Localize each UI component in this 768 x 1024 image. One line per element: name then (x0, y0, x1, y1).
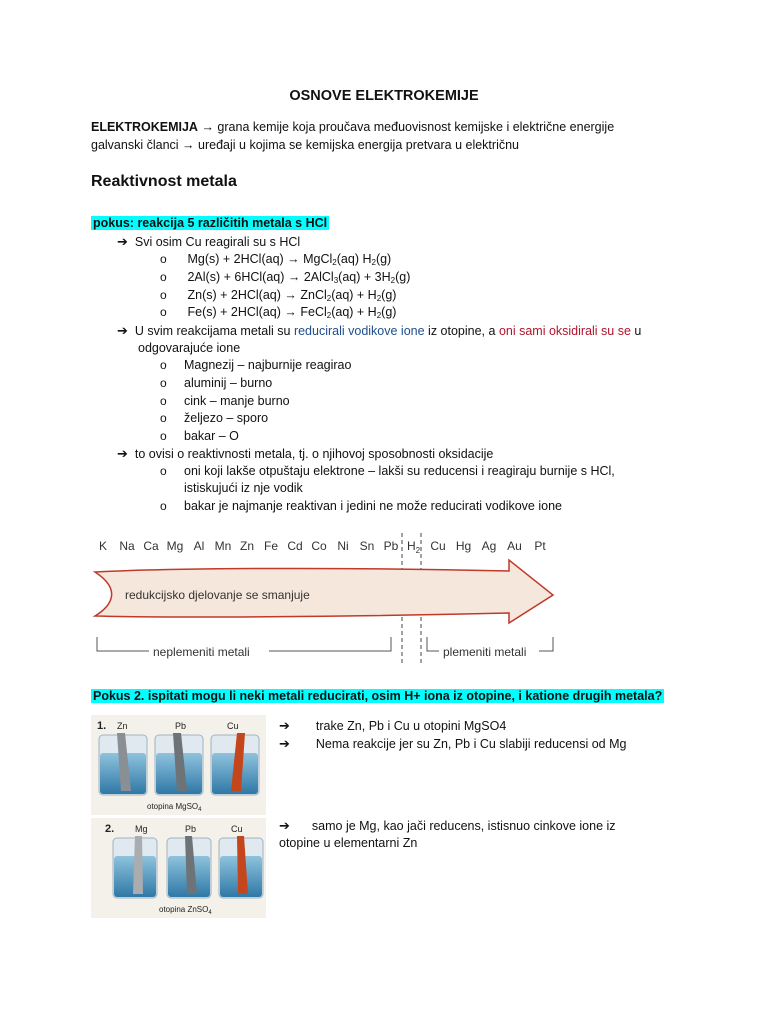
beakers-photo-znso4 (91, 818, 266, 918)
note-text: Nema reakcije jer su Zn, Pb i Cu slabiji reducensi od Mg (315, 737, 627, 751)
reaction-text: (g) (381, 305, 397, 319)
circle-bullet-icon: o (160, 305, 167, 319)
noble-metals-label: plemeniti metali (443, 645, 527, 659)
arrow-bullet-icon: ➔ (279, 736, 290, 751)
circle-bullet-icon: o (160, 252, 167, 266)
definition-term: ELEKTROKEMIJA (91, 120, 198, 134)
arrow-bullet-icon: ➔ (279, 718, 290, 733)
experiment2-label (91, 689, 664, 703)
point-text: u (630, 324, 642, 338)
reaction-text: (g) (375, 252, 392, 266)
beaker-cu (211, 733, 259, 795)
reactivity-item (160, 411, 268, 425)
metal-label-zn: Zn (117, 721, 128, 731)
arrow-bullet-icon: ➔ (117, 446, 128, 461)
reaction-3 (160, 288, 396, 303)
reactivity-item (160, 376, 272, 390)
reactivity-text: bakar – O (184, 429, 239, 443)
note-1 (279, 718, 506, 734)
definition-galvanski (91, 138, 519, 152)
reaction-text: 2Al(s) + 6HCl(aq) → 2AlCl (187, 270, 334, 284)
metal-symbol: Hg (455, 539, 472, 553)
sub-item-1-continuation: istiskujući iz nje vodik (184, 481, 303, 495)
reactivity-item (160, 358, 351, 372)
reactivity-text: željezo – sporo (184, 411, 269, 425)
metal-label-cu: Cu (227, 721, 239, 731)
note-2 (279, 736, 626, 752)
arrow-icon: → (201, 120, 214, 134)
section-title: Reaktivnost metala (91, 173, 237, 190)
metal-label-mg: Mg (135, 824, 148, 834)
reaction-2 (160, 270, 410, 285)
reaction-1 (160, 252, 391, 267)
circle-bullet-icon: o (160, 411, 167, 425)
reactivity-item (160, 429, 239, 443)
arrow-label: redukcijsko djelovanje se smanjuje (125, 588, 310, 602)
beaker-cu (219, 836, 263, 898)
metal-symbol: Mn (214, 539, 232, 553)
note-text: samo je Mg, kao jači reducens, istisnuo cinkove ione iz (311, 819, 616, 833)
highlighted-label: Pokus 2. ispitati mogu li neki metali reducirati, osim H+ iona iz otopine, i katione drugih metala? (93, 689, 663, 703)
page-title: OSNOVE ELEKTROKEMIJE (289, 88, 479, 104)
subscript: 2 (371, 258, 376, 267)
reaction-text: (g) (381, 288, 397, 302)
metal-symbol: Na (119, 539, 135, 553)
point-text: Svi osim Cu reagirali su s HCl (134, 235, 301, 249)
metal-symbol: Au (507, 539, 522, 553)
metal-symbol: Pb (383, 539, 399, 553)
metal-symbol: Al (193, 539, 205, 553)
circle-bullet-icon: o (160, 499, 167, 513)
metal-label-pb: Pb (175, 721, 187, 731)
non-noble-metals-label: neplemeniti metali (153, 645, 250, 659)
subscript: 2 (326, 311, 332, 320)
list-item-point2 (117, 323, 641, 339)
reactivity-text: aluminij – burno (184, 376, 273, 390)
metal-symbol: Pt (534, 539, 546, 553)
reactivity-text: cink – manje burno (184, 394, 290, 408)
beaker-pb (167, 836, 211, 898)
reaction-text: (aq) H (336, 252, 372, 266)
definition-text: uređaji u kojima se kemijska energija pretvara u električnu (198, 138, 519, 152)
experiment1-label (91, 216, 329, 230)
list-item-point1 (117, 234, 300, 250)
metal-symbol: Ag (481, 539, 497, 553)
reactivity-text: Magnezij – najburnije reagirao (184, 358, 352, 372)
point-text: U svim reakcijama metali su (134, 324, 294, 338)
subscript: 2 (332, 258, 337, 267)
sub-item-2 (160, 499, 562, 513)
point-text: to ovisi o reaktivnosti metala, tj. o njihovoj sposobnosti oksidacije (134, 447, 494, 461)
photo-number: 2. (105, 823, 115, 835)
subscript: 3 (333, 276, 339, 285)
reaction-text: Fe(s) + 2HCl(aq) → FeCl (187, 305, 327, 319)
reaction-text: (aq) + 3H (338, 270, 391, 284)
sub-item-text: oni koji lakše otpuštaju elektrone – lakši su reducensi i reagiraju burnije s HCl, (184, 464, 615, 478)
circle-bullet-icon: o (160, 429, 167, 443)
reaction-text: Mg(s) + 2HCl(aq) → MgCl (187, 252, 333, 266)
point-text: iz otopine, a (424, 324, 499, 338)
arrow-bullet-icon: ➔ (279, 818, 290, 833)
list-item-point3 (117, 446, 493, 462)
sub-item-text: bakar je najmanje reaktivan i jedini ne može reducirati vodikove ione (184, 499, 562, 513)
blue-emphasis: reducirali vodikove ione (293, 324, 425, 338)
metal-symbol: Mg (166, 539, 184, 553)
circle-bullet-icon: o (160, 464, 167, 478)
metal-symbol: Ca (143, 539, 159, 553)
photo-number: 1. (97, 720, 107, 732)
reaction-4 (160, 305, 396, 320)
metal-symbol: Cd (287, 539, 303, 553)
reaction-text: (aq) + H (331, 288, 377, 302)
definition-text: grana kemije koja proučava međuovisnost kemijske i električne energije (217, 120, 615, 134)
beaker-mg (113, 836, 157, 898)
reaction-text: (g) (395, 270, 411, 284)
definition-term: galvanski članci (91, 138, 179, 152)
metal-symbol: K (98, 539, 108, 553)
metal-label-cu: Cu (231, 824, 243, 834)
metal-label-pb: Pb (185, 824, 197, 834)
circle-bullet-icon: o (160, 288, 167, 302)
red-emphasis: oni sami oksidirali su se (498, 324, 631, 338)
circle-bullet-icon: o (160, 376, 167, 390)
metal-symbol: Zn (239, 539, 255, 553)
electrochemical-series-diagram (91, 525, 569, 675)
metal-symbol: Ni (337, 539, 349, 553)
beaker-pb (155, 733, 203, 795)
beakers-photo-mgso4 (91, 715, 266, 815)
subscript: 2 (376, 294, 382, 303)
note-3 (279, 818, 616, 834)
solution-caption: otopina MgSO$_4$ (147, 802, 202, 813)
metal-symbol: Co (311, 539, 327, 553)
note-3-continuation: otopine u elementarni Zn (279, 836, 418, 850)
beaker-zn (99, 733, 147, 795)
definition-elektrokemija (91, 120, 614, 134)
note-text: trake Zn, Pb i Cu u otopini MgSO4 (315, 719, 507, 733)
point2-continuation: odgovarajuće ione (138, 341, 241, 355)
metal-symbol: Fe (263, 539, 279, 553)
arrow-icon: → (182, 138, 195, 152)
reactivity-item (160, 394, 290, 408)
arrow-bullet-icon: ➔ (117, 234, 128, 249)
circle-bullet-icon: o (160, 270, 167, 284)
metal-symbol: Sn (359, 539, 375, 553)
reaction-text: (aq) + H (331, 305, 377, 319)
subscript: 2 (390, 276, 396, 285)
sub-item-1 (160, 464, 615, 478)
subscript: 2 (376, 311, 382, 320)
solution-caption: otopina ZnSO$_4$ (159, 905, 212, 916)
highlighted-label: pokus: reakcija 5 različitih metala s HCl (93, 216, 328, 230)
circle-bullet-icon: o (160, 358, 167, 372)
arrow-bullet-icon: ➔ (117, 323, 128, 338)
reaction-text: Zn(s) + 2HCl(aq) → ZnCl (187, 288, 327, 302)
subscript: 2 (326, 294, 332, 303)
metal-symbol: Cu (430, 539, 446, 553)
hydrogen-label: $H_2$ (407, 539, 421, 555)
circle-bullet-icon: o (160, 394, 167, 408)
